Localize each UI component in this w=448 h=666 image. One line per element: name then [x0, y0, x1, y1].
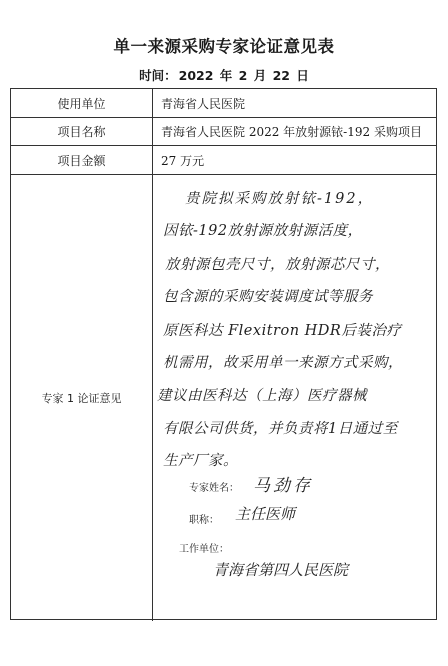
date-day: 22 [272, 68, 290, 83]
job-title-handwritten: 主任医师 [235, 505, 296, 523]
table-row-project-name [11, 118, 436, 146]
opinion-table [10, 88, 437, 620]
table-row-unit [11, 89, 436, 118]
form-date [0, 66, 448, 84]
handwritten-line: 建议由医科达（上海）医疗器械 [157, 388, 367, 404]
work-unit-label: 工作单位： [179, 544, 229, 555]
date-month: 2 [238, 68, 248, 83]
handwritten-line: 包含源的采购安装调度试等服务 [163, 289, 373, 305]
job-title-label: 职称： [189, 515, 219, 526]
date-month-unit: 月 [253, 68, 267, 83]
date-label: 时间： [139, 68, 177, 83]
row-label: 使用单位 [11, 89, 153, 117]
row-value: 青海省人民医院 [161, 96, 246, 111]
date-day-unit: 日 [296, 68, 309, 83]
expert-name-label: 专家姓名： [189, 483, 239, 494]
date-year-unit: 年 [219, 68, 233, 83]
opinion-label: 专家 1 论证意见 [11, 175, 153, 621]
row-value: 27 万元 [161, 153, 205, 168]
handwritten-line: 有限公司供货，并负责将1日通过至 [163, 421, 398, 437]
form-title: 单一来源采购专家论证意见表 [113, 37, 335, 56]
table-row-project-amount [11, 146, 436, 175]
handwritten-line: 放射源包壳尺寸，放射源芯尺寸， [165, 257, 390, 273]
opinion-cell [153, 175, 436, 621]
handwritten-line: 因铱-192放射源放射源活度， [163, 223, 363, 239]
table-row-expert-opinion [11, 175, 436, 621]
row-label: 项目名称 [11, 118, 153, 145]
expert-name-signature: 马劲存 [253, 476, 313, 496]
work-unit-handwritten: 青海省第四人民医院 [213, 561, 349, 579]
row-value: 青海省人民医院 2022 年放射源铱-192 采购项目 [161, 125, 422, 139]
handwritten-line: 贵院拟采购放射铱-192， [185, 191, 375, 207]
handwritten-line: 原医科达 Flexitron HDR后装治疗 [163, 323, 402, 339]
handwritten-line: 机需用，故采用单一来源方式采购， [163, 355, 403, 371]
handwritten-line: 生产厂家。 [163, 453, 238, 469]
row-label: 项目金额 [11, 146, 153, 174]
date-year: 2022 [178, 68, 214, 83]
